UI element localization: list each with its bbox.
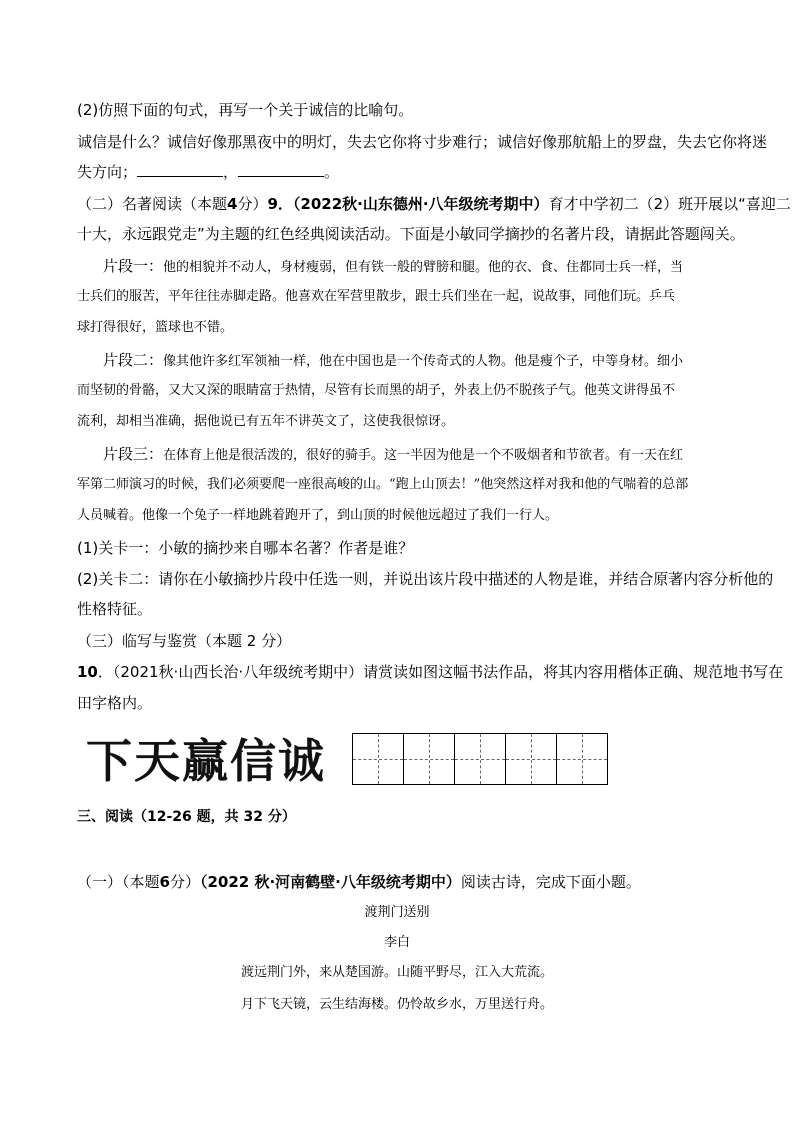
q10-number: 10 (77, 663, 98, 681)
poem-intro-label: （一）（本题 (77, 873, 160, 891)
q9-number: 9 (267, 195, 278, 213)
section2-points: 4 (227, 195, 238, 213)
poem-line-1: 渡远荆门外，来从楚国游。山随平野尽，江入大荒流。 (240, 965, 553, 980)
fragment-2-line3: 流利，却相当准确，据他说已有五年不讲英文了，这使我很惊讶。 (77, 414, 455, 429)
poem-line-2: 月下飞天镜，云生结海楼。仍怜故乡水，万里送行舟。 (240, 997, 553, 1012)
q10-line2: 田字格内。 (77, 694, 153, 712)
poem-points: 6 (159, 873, 170, 891)
answer-blank-1[interactable] (137, 162, 223, 177)
q10-text: ．（2021秋·山西长治·八年级统考期中）请赏读如图这幅书法作品，将其内容用楷体正确、规范地书写在 (97, 663, 784, 681)
poem-source: （2022 秋·河南鹤壁·八年级统考期中） (199, 873, 461, 891)
q9-sub2-line2: 性格特征。 (77, 600, 153, 618)
fragment-3-label: 片段三： (103, 445, 164, 463)
comma: ， (223, 163, 239, 181)
q9-text-1: 育才中学初二（2）班开展以“喜迎二 (548, 195, 791, 213)
tianzige-grid (352, 733, 608, 785)
fragment-1-line1 (103, 256, 683, 278)
fragment-1-text: 他的相貌并不动人，身材瘦弱，但有铁一般的臂膀和腿。他的衣、食、住都同士兵一样，当 (163, 260, 684, 275)
q2-sentence-line2 (77, 162, 339, 182)
part3-header: 三、阅读（12-26 题，共 32 分） (77, 809, 296, 825)
section2-title: （二）名著阅读（本题 (77, 195, 228, 213)
tianzige-cell[interactable] (403, 733, 454, 785)
period: 。 (324, 163, 340, 181)
q2-sentence-start: 失方向； (77, 163, 138, 181)
poem-author: 李白 (383, 935, 410, 950)
fragment-2-text: 像其他许多红军领袖一样，他在中国也是一个传奇式的人物。他是瘦个子，中等身材。细小 (163, 354, 684, 369)
fragment-3-line1 (103, 444, 683, 466)
q9-source: ．（2022秋·山东德州·八年级统考期中） (277, 195, 549, 213)
answer-blank-2[interactable] (238, 162, 324, 177)
q9-text-2: 十大，永远跟党走”为主题的红色经典阅读活动。下面是小敏同学摘抄的名著片段，请据此答题闯关。 (77, 225, 745, 243)
fragment-2-line2: 而坚韧的骨骼，又大又深的眼睛富于热情，尽管有长而黑的胡子，外表上仍不脱孩子气。他英文讲得虽不 (77, 383, 676, 398)
fragment-2-line1 (103, 350, 683, 372)
poem-intro (77, 872, 641, 892)
tianzige-cell[interactable] (352, 733, 403, 785)
q9-sub1: (1)关卡一：小敏的摘抄来自哪本名著？作者是谁？ (77, 539, 414, 557)
fragment-3-text: 在体育上他是很活泼的，很好的骑手。这一半因为他是一个不吸烟者和节欲者。有一天在红 (163, 448, 684, 463)
tianzige-cell[interactable] (556, 733, 608, 785)
q2-prompt: (2)仿照下面的句式，再写一个关于诚信的比喻句。 (77, 101, 414, 119)
fragment-1-line3: 球打得很好，篮球也不错。 (77, 320, 234, 335)
q9-sub2-line1: (2)关卡二：请你在小敏摘抄片段中任选一则，并说出该片段中描述的人物是谁，并结合原著内容分析他的 (77, 570, 774, 588)
calligraphy-artwork: 下天赢信诚 (86, 734, 326, 788)
poem-unit: 分） (169, 873, 200, 891)
q2-sentence-line1: 诚信是什么？诚信好像那黑夜中的明灯，失去它你将寸步难行；诚信好像那航船上的罗盘，失去它你将迷 (77, 133, 768, 151)
tianzige-cell[interactable] (505, 733, 556, 785)
fragment-1-label: 片段一： (103, 257, 164, 275)
poem-title: 渡荆门送别 (364, 905, 430, 920)
fragment-1-line2: 士兵们的服苦，平年往往赤脚走路。他喜欢在军营里散步，跟士兵们坐在一起，说故事，同他们玩。乒乓 (77, 289, 676, 304)
fragment-2-label: 片段二： (103, 351, 164, 369)
section3-header: （三）临写与鉴赏（本题 2 分） (77, 632, 292, 650)
tianzige-cell[interactable] (454, 733, 505, 785)
section2-header (77, 194, 791, 214)
q10-line1 (77, 662, 783, 682)
fragment-3-line3: 人员喊着。他像一个兔子一样地跳着跑开了，到山顶的时候他远超过了我们一行人。 (77, 508, 559, 523)
fragment-3-line2: 军第二师演习的时候，我们必须要爬一座很高峻的山。“跑上山顶去！”他突然这样对我和他的气喘着的总部 (77, 477, 689, 492)
section2-unit: 分） (237, 195, 268, 213)
poem-instruction: 阅读古诗，完成下面小题。 (460, 873, 641, 891)
